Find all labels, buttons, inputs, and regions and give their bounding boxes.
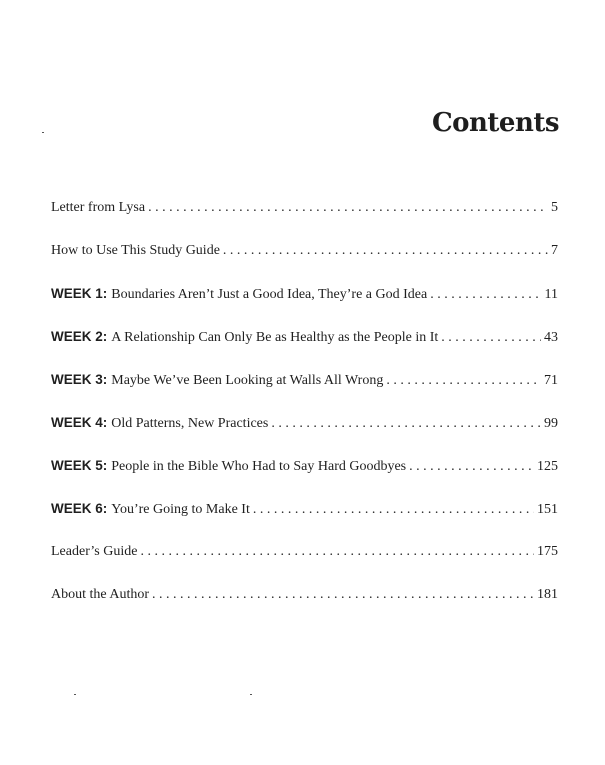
entry-title: Letter from Lysa	[51, 200, 146, 215]
dot-leader	[386, 373, 541, 389]
page-number: 5	[551, 200, 558, 215]
page-number: 151	[537, 502, 558, 517]
toc-entry-week-5	[51, 458, 558, 501]
toc-entry-week-3	[51, 372, 558, 415]
week-label: WEEK 6:	[51, 501, 108, 516]
toc-entry-week-1	[51, 286, 558, 329]
week-label: WEEK 3:	[51, 372, 108, 387]
toc-entry-about-author	[51, 587, 558, 630]
dot-leader	[152, 587, 534, 603]
dot-leader	[253, 502, 534, 518]
entry-title: About the Author	[51, 587, 149, 602]
toc-entry-letter	[51, 200, 558, 243]
entry-title: Boundaries Aren’t Just a Good Idea, They’re a God Idea	[111, 287, 428, 302]
entry-title: Leader’s Guide	[51, 544, 138, 559]
toc-entry-how-to-use	[51, 243, 558, 286]
dot-leader	[409, 459, 534, 475]
week-label: WEEK 1:	[51, 286, 108, 301]
scan-speck	[42, 132, 44, 133]
dot-leader	[148, 200, 548, 216]
week-label: WEEK 4:	[51, 415, 108, 430]
page-number: 181	[537, 587, 558, 602]
page-number: 7	[551, 243, 558, 258]
entry-title: A Relationship Can Only Be as Healthy as the People in It	[111, 330, 439, 345]
page-title: Contents	[431, 108, 559, 138]
toc-entry-week-2	[51, 329, 558, 372]
dot-leader	[271, 416, 541, 432]
week-label: WEEK 2:	[51, 329, 108, 344]
scan-speck	[250, 694, 252, 695]
page-number: 71	[544, 373, 558, 388]
toc-entry-leaders-guide	[51, 544, 558, 587]
page-number: 99	[544, 416, 558, 431]
dot-leader	[223, 243, 548, 259]
entry-title: You’re Going to Make It	[111, 502, 250, 517]
entry-title: Old Patterns, New Practices	[111, 416, 269, 431]
week-label: WEEK 5:	[51, 458, 108, 473]
entry-title: Maybe We’ve Been Looking at Walls All Wrong	[111, 373, 384, 388]
toc-entry-week-4	[51, 415, 558, 458]
dot-leader	[441, 330, 541, 346]
page-number: 175	[537, 544, 558, 559]
page-number: 11	[544, 287, 558, 302]
table-of-contents	[51, 200, 558, 630]
entry-title: How to Use This Study Guide	[51, 243, 220, 258]
page-number: 125	[537, 459, 558, 474]
entry-title: People in the Bible Who Had to Say Hard Goodbyes	[111, 459, 407, 474]
dot-leader	[430, 287, 541, 303]
page-number: 43	[544, 330, 558, 345]
dot-leader	[140, 544, 534, 560]
toc-entry-week-6	[51, 501, 558, 544]
scan-speck	[74, 694, 76, 695]
